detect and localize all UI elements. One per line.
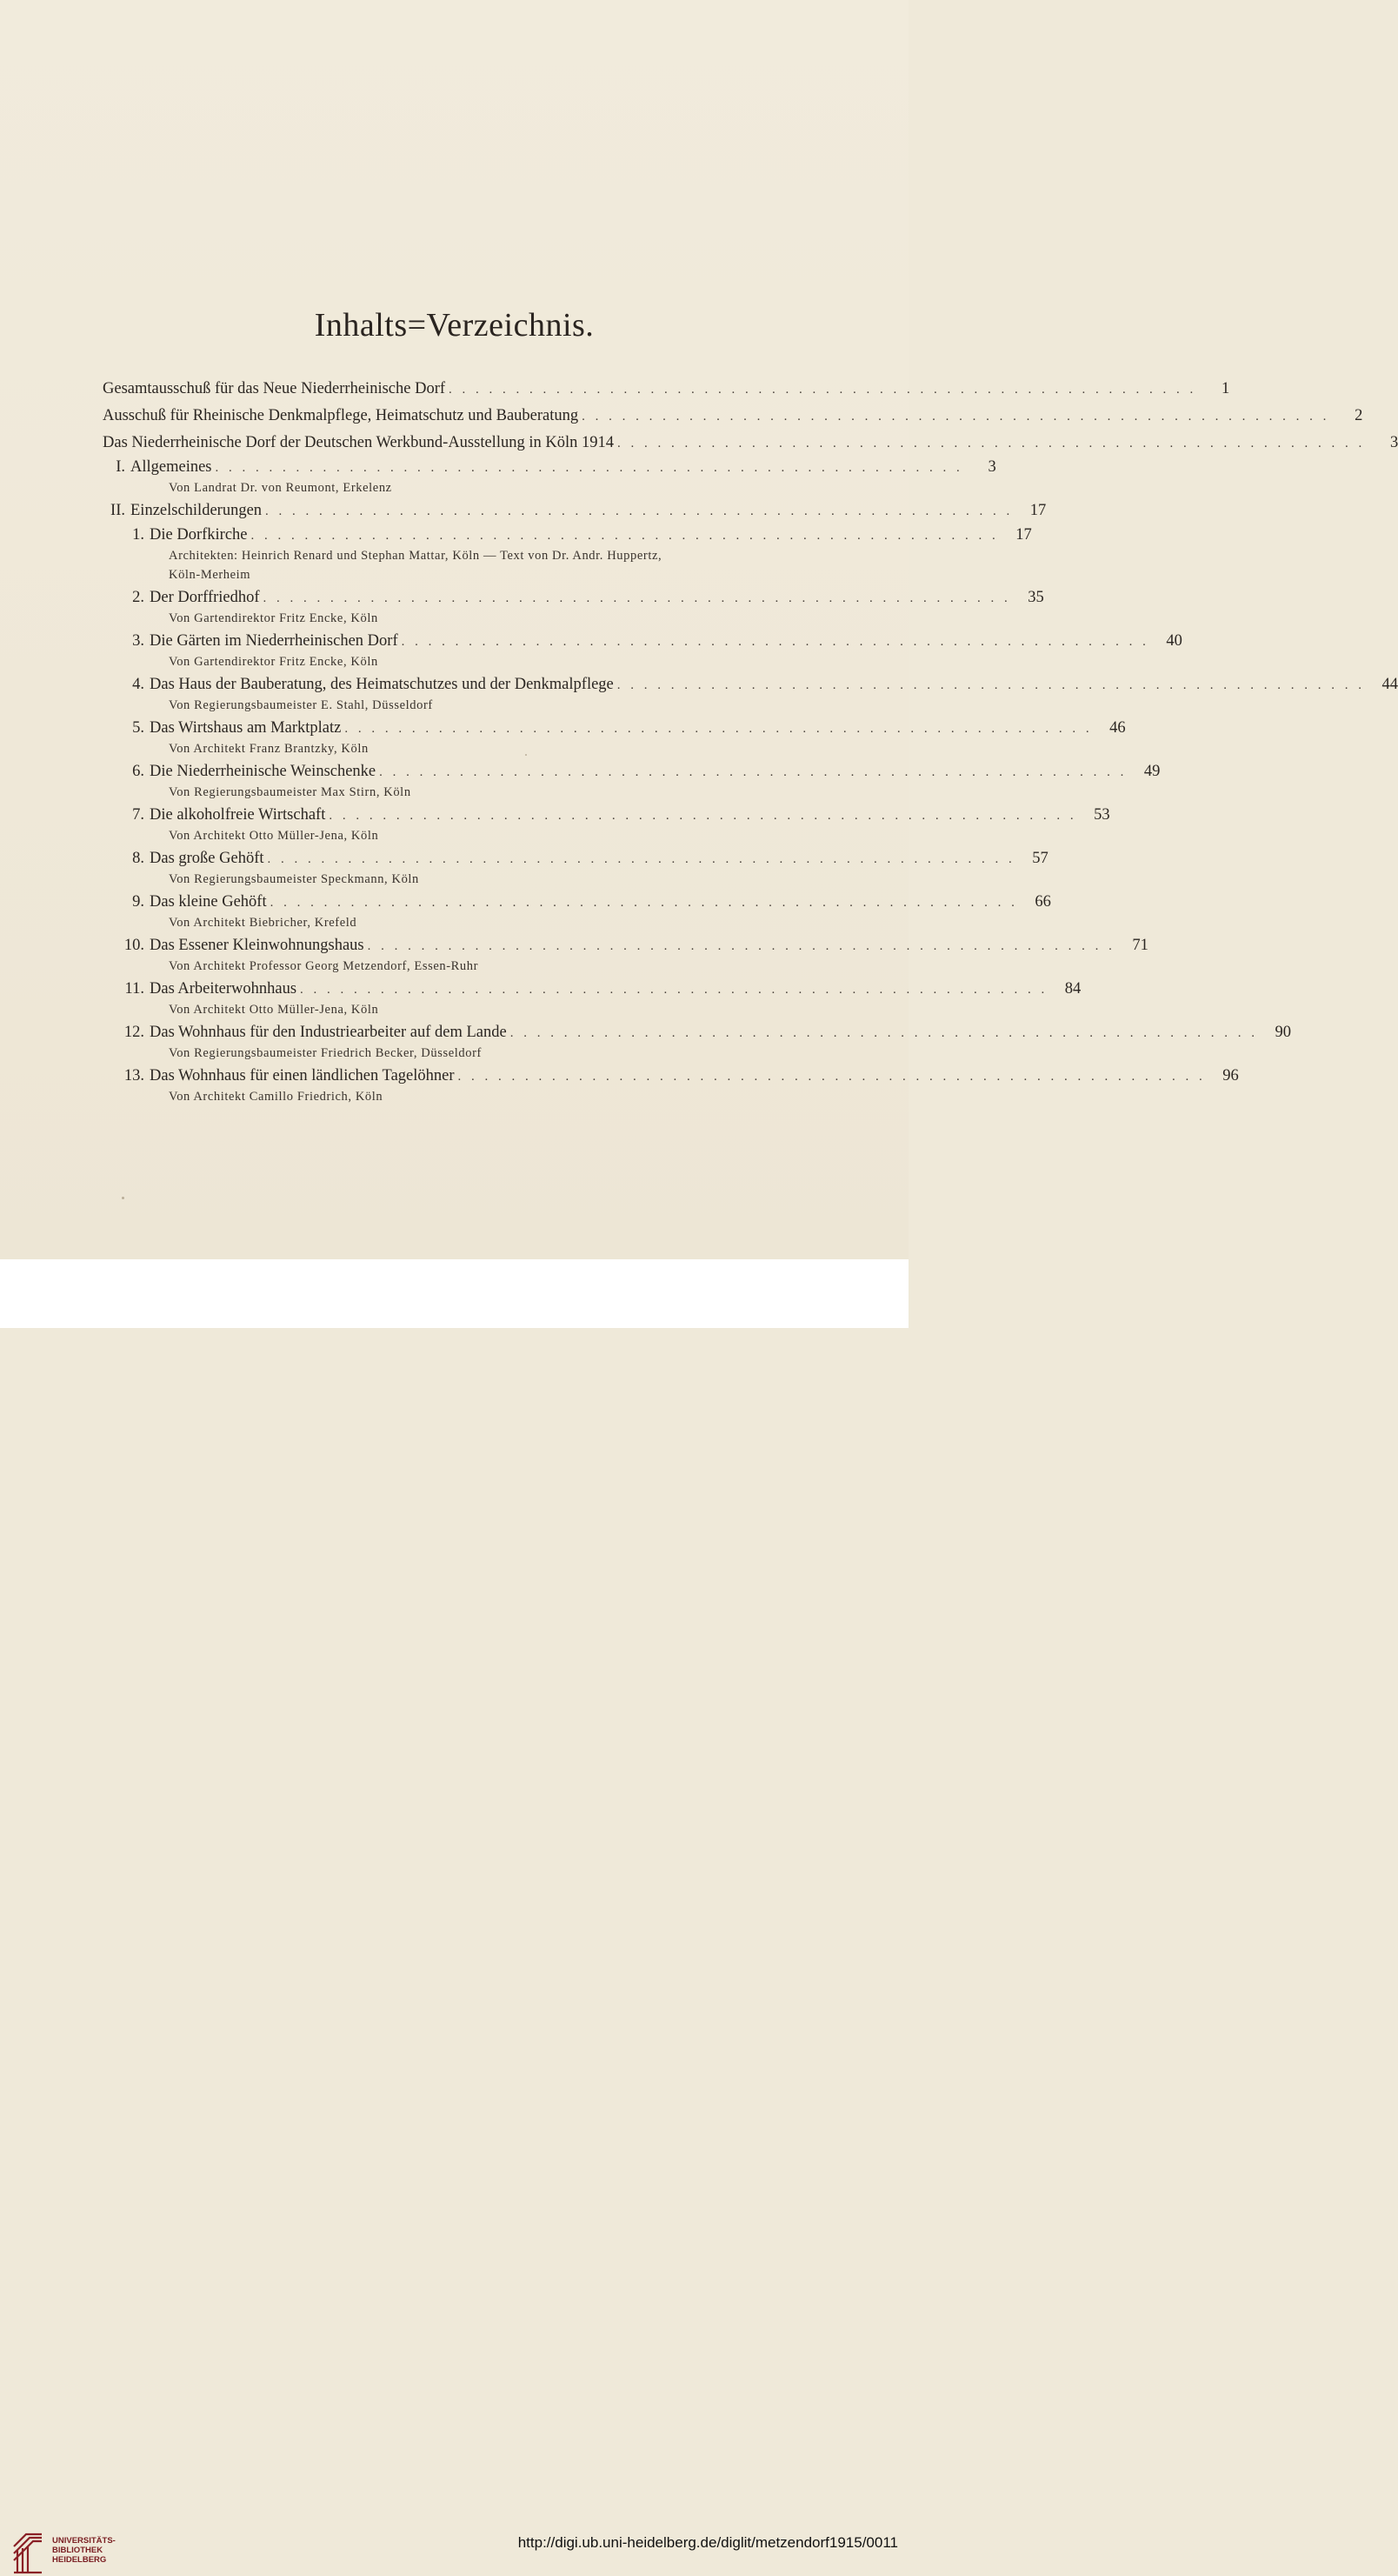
toc-entry-author: Von Gartendirektor Fritz Encke, Köln (169, 655, 378, 669)
leader-dots: . . . . . . . . . . . . . . . . . . . . . . . . . . . . . . . . . . . . . . . . . . . . . . . . . . . . . . . . (267, 852, 1015, 866)
toc-entry-title: Das Wirtshaus am Marktplatz (150, 719, 342, 737)
toc-entry (103, 891, 1051, 913)
leader-dots: . . . . . . . . . . . . . . . . . . . . . . . . . . . . . . . . . . . . . . . . . . . . . . . . . . . . . . . . (329, 809, 1077, 823)
toc-entry-title: Das Wohnhaus für den Industriearbeiter auf dem Lande (150, 1024, 507, 1041)
toc-entry-title: Das große Gehöft (150, 850, 264, 867)
toc-entry-number: I. (116, 458, 125, 476)
table-of-contents (103, 377, 1398, 1106)
toc-entry (103, 673, 1398, 696)
toc-entry-title: Das Wohnhaus für einen ländlichen Tagelöhner (150, 1067, 455, 1084)
toc-entry-page: 84 (1064, 980, 1082, 998)
library-name (52, 2536, 116, 2565)
toc-entry-author: Von Architekt Professor Georg Metzendorf, Essen-Ruhr (169, 959, 479, 973)
toc-entry-page: 46 (1109, 719, 1126, 737)
leader-dots: . . . . . . . . . . . . . . . . . . . . . . . . . . . . . . . . . . . . . . . . . . . . . . . . . . . . . . . . (367, 939, 1115, 953)
toc-entry-number: 1. (132, 526, 144, 544)
toc-entry-title: Das Arbeiterwohnhaus (150, 980, 297, 998)
toc-entry-title: Das kleine Gehöft (150, 893, 267, 911)
library-logo-icon (10, 2531, 45, 2576)
toc-entry-page: 96 (1222, 1067, 1239, 1084)
toc-entry-page: 3 (1389, 434, 1398, 451)
toc-entry-page: 1 (1222, 380, 1230, 397)
toc-entry (103, 1064, 1239, 1087)
toc-entry (103, 431, 1398, 454)
page-title: Inhalts=Verzeichnis. (314, 307, 595, 344)
paper-speck (525, 754, 527, 756)
leader-dots: . . . . . . . . . . . . . . . . . . . . . . . . . . . . . . . . . . . . . . . . . . . . . . . . . . . . . . . . (215, 461, 963, 475)
leader-dots: . . . . . . . . . . . . . . . . . . . . . . . . . . . . . . . . . . . . . . . . . . . . . . . . . . . . . . . . (616, 678, 1366, 692)
source-url-link[interactable]: http://digi.ub.uni-heidelberg.de/diglit/metzendorf1915/0011 (517, 2534, 898, 2551)
toc-entry-number: 13. (123, 1067, 144, 1084)
toc-entry-page: 3 (988, 458, 996, 476)
toc-entry-page: 17 (1015, 526, 1032, 544)
leader-dots: . . . . . . . . . . . . . . . . . . . . . . . . . . . . . . . . . . . . . . . . . . . . . . . . . . . . . . . . (582, 410, 1330, 424)
toc-entry-title: Gesamtausschuß für das Neue Niederrheinische Dorf (103, 380, 446, 397)
toc-entry-page: 53 (1094, 806, 1110, 824)
toc-entry-title: Das Haus der Bauberatung, des Heimatschutzes und der Denkmalpflege (150, 676, 614, 693)
toc-entry-author: Von Architekt Biebricher, Krefeld (169, 916, 357, 930)
toc-entry (103, 804, 1110, 826)
toc-entry-author: Von Gartendirektor Fritz Encke, Köln (169, 611, 378, 625)
toc-entry-author: Von Regierungsbaumeister Max Stirn, Köln (169, 785, 411, 799)
leader-dots: . . . . . . . . . . . . . . . . . . . . . . . . . . . . . . . . . . . . . . . . . . . . . . . . . . . . . . . . (250, 529, 999, 543)
toc-entry-number: II. (110, 502, 125, 519)
leader-dots: . . . . . . . . . . . . . . . . . . . . . . . . . . . . . . . . . . . . . . . . . . . . . . . . . . . . . . . . (300, 983, 1048, 997)
toc-entry-number: 10. (123, 937, 144, 954)
toc-entry-title: Die Gärten im Niederrheinischen Dorf (150, 632, 398, 650)
toc-entry (103, 847, 1048, 870)
toc-entry-author: Von Regierungsbaumeister Friedrich Becker, Düsseldorf (169, 1046, 482, 1060)
toc-entry-number: 6. (132, 763, 144, 780)
toc-entry-page: 44 (1381, 676, 1398, 693)
toc-entry-author: Von Architekt Otto Müller-Jena, Köln (169, 829, 379, 843)
toc-entry (103, 630, 1182, 652)
toc-entry (103, 934, 1148, 957)
footer-bar (0, 1259, 909, 2565)
toc-entry (103, 1021, 1291, 1044)
toc-entry (103, 456, 996, 478)
toc-entry-title: Der Dorffriedhof (150, 589, 260, 606)
library-name-line2: BIBLIOTHEK (52, 2546, 103, 2555)
toc-entry (103, 524, 1032, 546)
toc-entry-title: Allgemeines (130, 458, 212, 476)
leader-dots: . . . . . . . . . . . . . . . . . . . . . . . . . . . . . . . . . . . . . . . . . . . . . . . . . . . . . . . . (509, 1026, 1258, 1040)
toc-entry-number: 4. (132, 676, 144, 693)
toc-entry-number: 12. (123, 1024, 144, 1041)
leader-dots: . . . . . . . . . . . . . . . . . . . . . . . . . . . . . . . . . . . . . . . . . . . . . . . . . . . . . . . . (270, 896, 1018, 910)
leader-dots: . . . . . . . . . . . . . . . . . . . . . . . . . . . . . . . . . . . . . . . . . . . . . . . . . . . . . . . . (263, 591, 1011, 605)
toc-entry-number: 2. (132, 589, 144, 606)
toc-entry-author: Von Regierungsbaumeister Speckmann, Köln (169, 872, 419, 886)
leader-dots: . . . . . . . . . . . . . . . . . . . . . . . . . . . . . . . . . . . . . . . . . . . . . . . . . . . . . . . . (379, 765, 1128, 779)
toc-entry-number: 7. (132, 806, 144, 824)
toc-entry-title: Ausschuß für Rheinische Denkmalpflege, Heimatschutz und Bauberatung (103, 407, 579, 424)
toc-entry (103, 377, 1230, 400)
toc-entry-title: Die Dorfkirche (150, 526, 248, 544)
toc-entry-page: 66 (1035, 893, 1051, 911)
leader-dots: . . . . . . . . . . . . . . . . . . . . . . . . . . . . . . . . . . . . . . . . . . . . . . . . . . . . . . . . (344, 722, 1093, 736)
toc-entry-page: 2 (1355, 407, 1363, 424)
leader-dots: . . . . . . . . . . . . . . . . . . . . . . . . . . . . . . . . . . . . . . . . . . . . . . . . . . . . . . . . (449, 383, 1197, 397)
toc-entry-author: Architekten: Heinrich Renard und Stephan Mattar, Köln — Text von Dr. Andr. Huppertz, Köln-Merheim (169, 549, 662, 582)
toc-entry-author: Von Architekt Camillo Friedrich, Köln (169, 1090, 383, 1104)
toc-entry-title: Die Niederrheinische Weinschenke (150, 763, 376, 780)
toc-entry-page: 40 (1166, 632, 1182, 650)
toc-entry-author: Von Architekt Franz Brantzky, Köln (169, 742, 369, 756)
toc-entry-title: Das Essener Kleinwohnungshaus (150, 937, 364, 954)
toc-entry-page: 57 (1032, 850, 1048, 867)
toc-entry-number: 9. (132, 893, 144, 911)
toc-entry (103, 586, 1044, 609)
toc-entry-number: 8. (132, 850, 144, 867)
toc-entry-title: Die alkoholfreie Wirtschaft (150, 806, 326, 824)
toc-entry-page: 71 (1132, 937, 1148, 954)
leader-dots: . . . . . . . . . . . . . . . . . . . . . . . . . . . . . . . . . . . . . . . . . . . . . . . . . . . . . . . . (457, 1070, 1206, 1084)
toc-entry-number: 11. (124, 980, 144, 998)
toc-entry-title: Das Niederrheinische Dorf der Deutschen Werkbund-Ausstellung in Köln 1914 (103, 434, 614, 451)
toc-entry-author: Von Regierungsbaumeister E. Stahl, Düsseldorf (169, 698, 433, 712)
toc-entry (103, 978, 1082, 1000)
toc-entry (103, 760, 1161, 783)
leader-dots: . . . . . . . . . . . . . . . . . . . . . . . . . . . . . . . . . . . . . . . . . . . . . . . . . . . . . . . . (265, 504, 1014, 518)
toc-entry-page: 49 (1143, 763, 1161, 780)
library-name-line1: UNIVERSITÄTS- (52, 2536, 116, 2546)
toc-entry (103, 499, 1047, 522)
toc-entry-number: 3. (132, 632, 144, 650)
toc-entry-page: 90 (1275, 1024, 1291, 1041)
toc-entry-title: Einzelschilderungen (130, 502, 263, 519)
toc-entry (103, 404, 1363, 427)
library-name-line3: HEIDELBERG (52, 2555, 107, 2565)
leader-dots: . . . . . . . . . . . . . . . . . . . . . . . . . . . . . . . . . . . . . . . . . . . . . . . . . . . . . . . . (616, 437, 1366, 450)
scanned-page (0, 0, 1398, 1259)
paper-speck (122, 1197, 124, 1199)
toc-entry-author: Von Architekt Otto Müller-Jena, Köln (169, 1003, 379, 1017)
toc-entry-page: 35 (1028, 589, 1044, 606)
toc-entry-number: 5. (132, 719, 144, 737)
toc-entry (103, 717, 1126, 739)
leader-dots: . . . . . . . . . . . . . . . . . . . . . . . . . . . . . . . . . . . . . . . . . . . . . . . . . . . . . . . . (401, 635, 1149, 649)
toc-entry-author: Von Landrat Dr. von Reumont, Erkelenz (169, 481, 392, 495)
toc-entry-page: 17 (1029, 502, 1047, 519)
